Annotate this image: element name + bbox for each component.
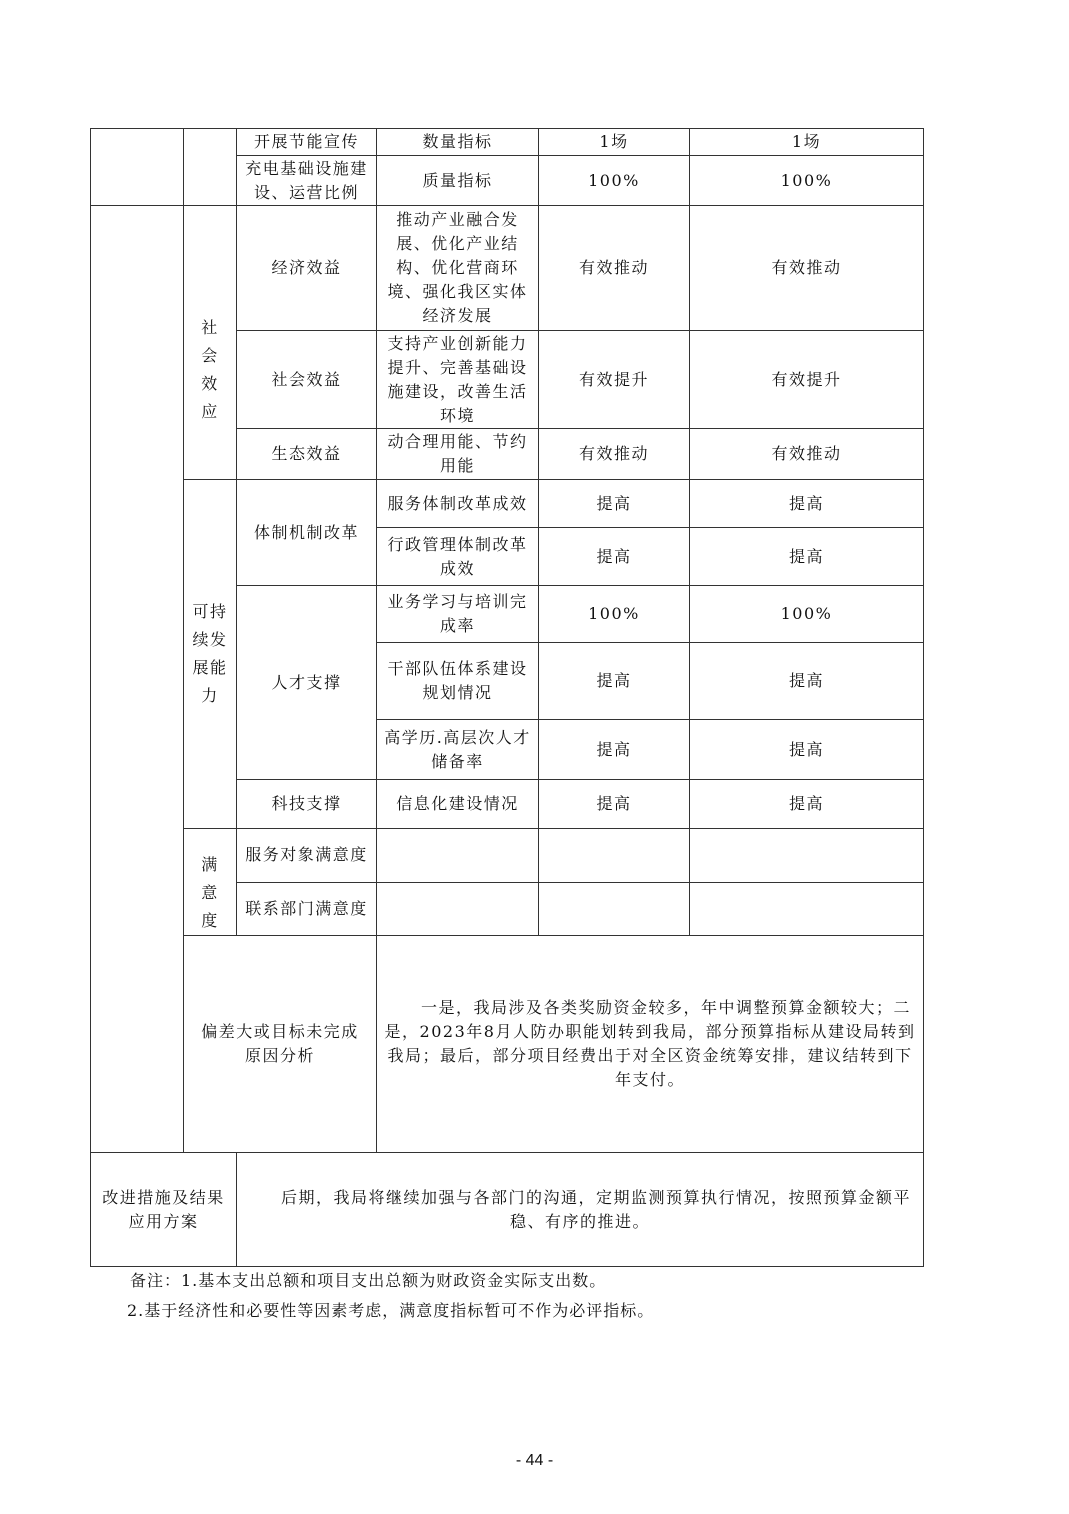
table-row: [91, 206, 924, 331]
group-cell: 科技支撑: [237, 780, 377, 829]
actual-cell: 有效提升: [690, 331, 924, 429]
indicator-cell: 经济效益: [237, 206, 377, 331]
content-cell: 干部队伍体系建设规划情况: [377, 643, 539, 720]
indicator-cell: 生态效益: [237, 429, 377, 480]
actual-cell: 有效推动: [690, 206, 924, 331]
target-cell: 1场: [539, 129, 690, 156]
indicator-cell: 充电基础设施建设、运营比例: [237, 156, 377, 206]
actual-cell: 提高: [690, 528, 924, 586]
type-cell: 数量指标: [377, 129, 539, 156]
note-line-2: 2.基于经济性和必要性等因素考虑，满意度指标暂可不作为必评指标。: [127, 1301, 655, 1320]
table-row: [91, 129, 924, 156]
improvement-label: 改进措施及结果应用方案: [91, 1153, 237, 1267]
content-cell: 行政管理体制改革成效: [377, 528, 539, 586]
target-cell: 有效推动: [539, 206, 690, 331]
target-cell: 提高: [539, 780, 690, 829]
notes: [127, 1266, 655, 1326]
performance-table: [90, 128, 924, 1267]
target-cell: 提高: [539, 643, 690, 720]
actual-cell: 提高: [690, 780, 924, 829]
content-cell: 推动产业融合发展、优化产业结构、优化营商环境、强化我区实体经济发展: [377, 206, 539, 331]
category-label: 可持续发展能力: [184, 480, 237, 829]
indicator-cell: 开展节能宣传: [237, 129, 377, 156]
actual-cell: 1场: [690, 129, 924, 156]
note-line-1: 备注：1.基本支出总额和项目支出总额为财政资金实际支出数。: [130, 1271, 607, 1290]
target-cell: 提高: [539, 528, 690, 586]
target-cell: 提高: [539, 480, 690, 528]
target-cell: 100%: [539, 586, 690, 643]
target-cell: 有效推动: [539, 429, 690, 480]
actual-cell: 有效推动: [690, 429, 924, 480]
improvement-text: 后期，我局将继续加强与各部门的沟通，定期监测预算执行情况，按照预算金额平稳、有序的推进。: [237, 1153, 924, 1267]
group-cell: 体制机制改革: [237, 480, 377, 586]
table-row: [91, 829, 924, 883]
actual-cell: 提高: [690, 643, 924, 720]
type-cell: 质量指标: [377, 156, 539, 206]
content-cell: 业务学习与培训完成率: [377, 586, 539, 643]
content-cell: 高学历.高层次人才储备率: [377, 720, 539, 780]
target-cell: 提高: [539, 720, 690, 780]
category-label: 社会效应: [184, 206, 237, 480]
table-row: [91, 480, 924, 528]
content-cell: 服务体制改革成效: [377, 480, 539, 528]
content-cell: 信息化建设情况: [377, 780, 539, 829]
actual-cell: 100%: [690, 156, 924, 206]
indicator-cell: 服务对象满意度: [237, 829, 377, 883]
indicator-cell: 社会效益: [237, 331, 377, 429]
indicator-cell: 联系部门满意度: [237, 882, 377, 936]
improvement-row: [91, 1153, 924, 1267]
actual-cell: 提高: [690, 720, 924, 780]
deviation-label: 偏差大或目标未完成原因分析: [184, 936, 377, 1153]
content-cell: 支持产业创新能力提升、完善基础设施建设，改善生活环境: [377, 331, 539, 429]
target-cell: 100%: [539, 156, 690, 206]
actual-cell: 提高: [690, 480, 924, 528]
target-cell: 有效提升: [539, 331, 690, 429]
category-label: 满意度: [184, 829, 237, 936]
deviation-text: 一是，我局涉及各类奖励资金较多，年中调整预算金额较大；二是，2023年8月人防办职能划转到我局，部分预算指标从建设局转到我局；最后，部分项目经费出于对全区资金统筹安排，建议结转到下年支付。: [377, 936, 924, 1153]
deviation-row: [91, 936, 924, 1153]
actual-cell: 100%: [690, 586, 924, 643]
page-number: - 44 -: [515, 1452, 554, 1469]
group-cell: 人才支撑: [237, 586, 377, 780]
content-cell: 动合理用能、节约用能: [377, 429, 539, 480]
